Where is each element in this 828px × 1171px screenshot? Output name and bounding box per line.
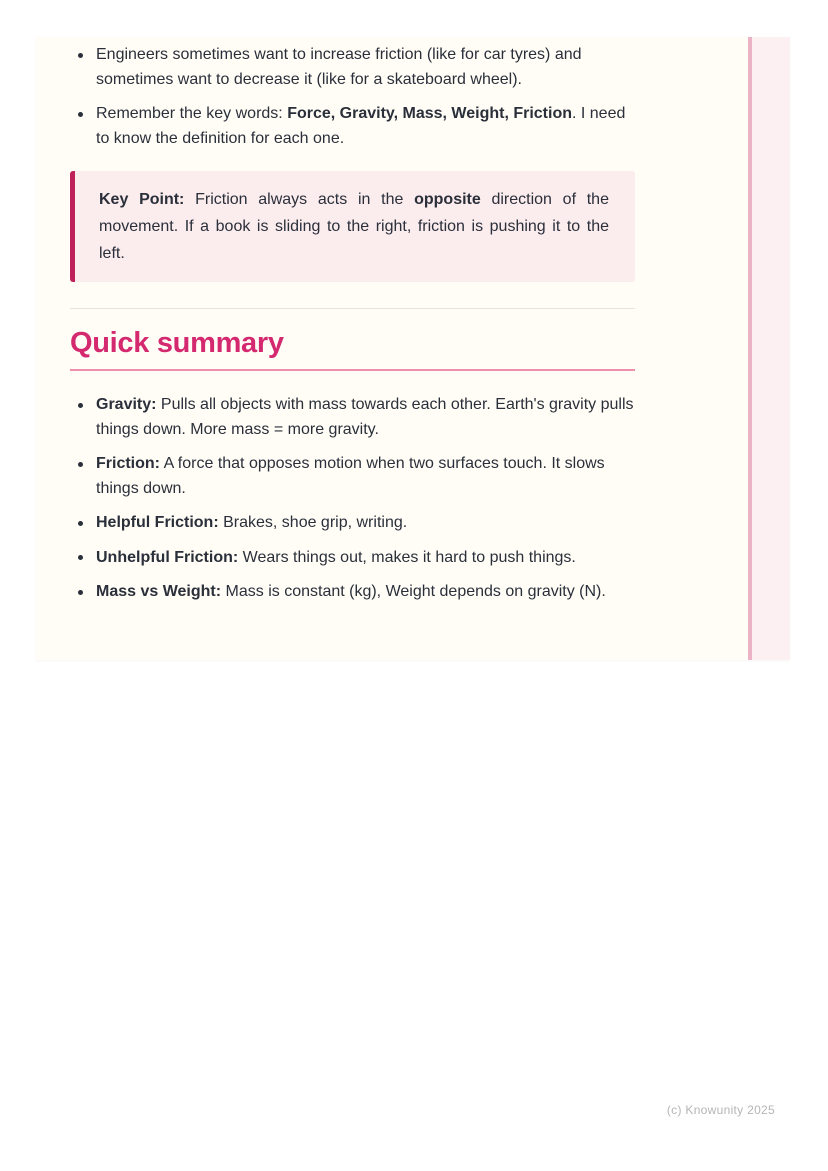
keypoint-label: Key Point: (99, 191, 185, 208)
summary-heading-underline (70, 327, 635, 371)
bullet-dot (78, 521, 83, 526)
page-content-area (36, 37, 748, 660)
list-item-text: Engineers sometimes want to increase friction (like for car tyres) and sometimes want to decrease it (like for a skateboard wheel). (96, 46, 582, 88)
summary-term: Gravity: (96, 396, 157, 414)
summary-desc: Mass is constant (kg), Weight depends on gravity (N). (221, 583, 606, 601)
keypoint-text: direction of the movement. If a book is sliding to the right, friction is pushing it to the left. (99, 191, 609, 262)
list-item (70, 580, 635, 605)
list-item-bold: Force, Gravity, Mass, Weight, Friction (287, 105, 572, 122)
bullet-dot (78, 462, 83, 467)
footer-copyright: (c) Knowunity 2025 (666, 1103, 775, 1117)
bullet-dot (78, 112, 83, 117)
document-page (36, 37, 790, 660)
summary-term: Friction: (96, 455, 160, 473)
bullet-dot (78, 590, 83, 595)
summary-term: Mass vs Weight: (96, 583, 222, 601)
list-item (70, 43, 635, 92)
list-item (70, 102, 635, 151)
list-item-text: . I need to know the definition for each one. (96, 105, 626, 147)
list-item (70, 546, 635, 571)
intro-bullet-list (70, 43, 635, 151)
summary-bullet-list (70, 393, 635, 605)
keypoint-text: Friction always acts in the (184, 191, 415, 208)
list-item (70, 452, 635, 501)
bullet-dot (78, 403, 83, 408)
summary-desc: Brakes, shoe grip, writing. (218, 514, 408, 532)
content-column (70, 43, 635, 605)
keypoint-bold-word: opposite (414, 191, 481, 208)
bullet-dot (78, 555, 83, 560)
list-item (70, 393, 635, 442)
list-item (70, 511, 635, 536)
page-edge-strip (748, 37, 790, 660)
bullet-dot (78, 53, 83, 58)
keypoint-callout (70, 171, 635, 282)
summary-term: Helpful Friction: (96, 514, 219, 532)
summary-desc: A force that opposes motion when two surfaces touch. It slows things down. (96, 455, 605, 497)
summary-term: Unhelpful Friction: (96, 548, 239, 566)
list-item-text: Remember the key words: (96, 105, 288, 122)
summary-desc: Wears things out, makes it hard to push things. (238, 548, 576, 566)
section-divider (70, 308, 635, 309)
summary-heading: Quick summary (70, 327, 284, 359)
summary-desc: Pulls all objects with mass towards each other. Earth's gravity pulls things down. More mass = more gravity. (96, 396, 634, 438)
